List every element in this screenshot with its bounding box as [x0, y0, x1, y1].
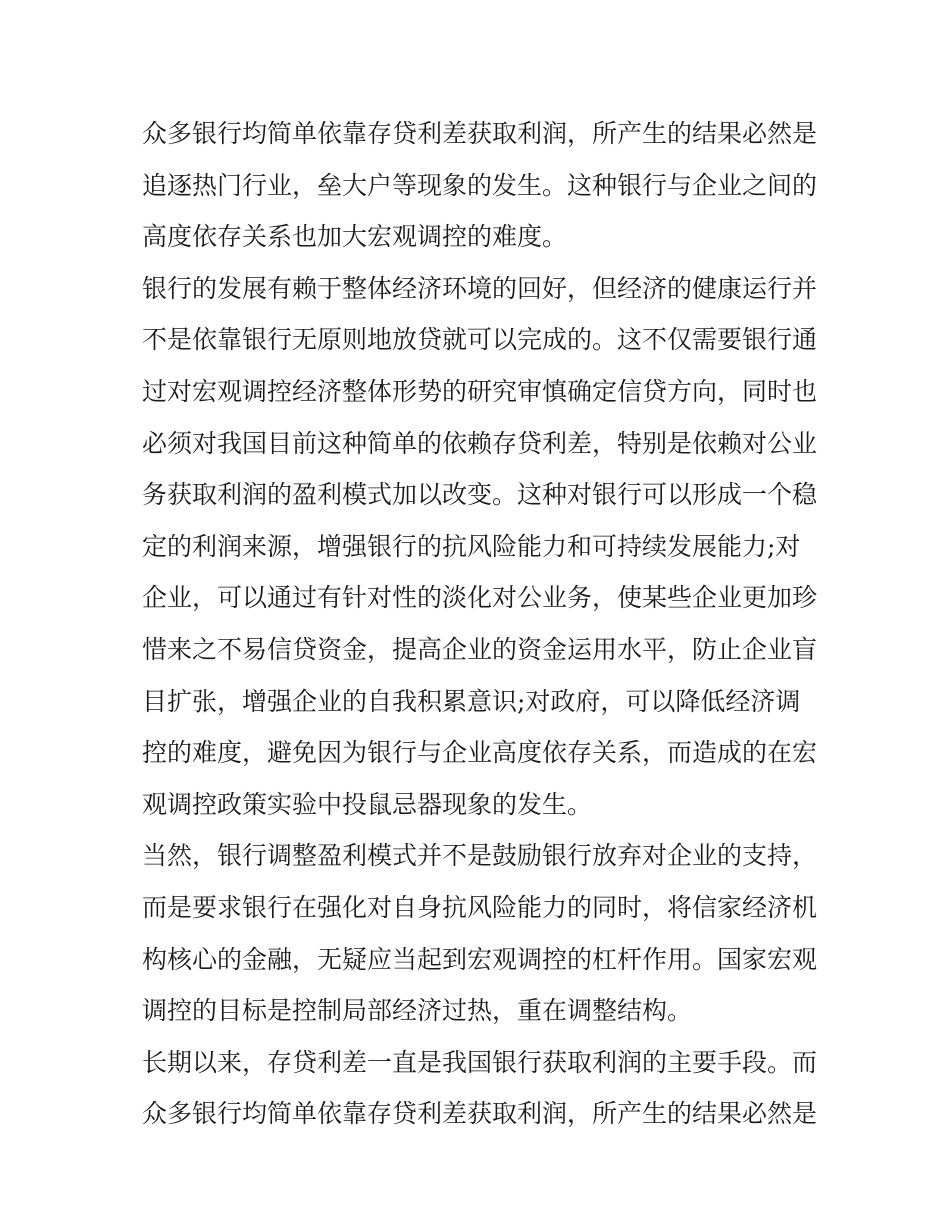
text-line: 调控的目标是控制局部经济过热，重在调整结构。: [142, 996, 693, 1026]
text-line: 构核心的金融，无疑应当起到宏观调控的杠杆作用。国家宏观: [142, 944, 818, 974]
text-line: 控的难度，避免因为银行与企业高度依存关系，而造成的在宏: [142, 738, 818, 768]
text-line: 目扩张，增强企业的自我积累意识;对政府，可以降低经济调: [142, 686, 801, 716]
text-line: 必须对我国目前这种简单的依赖存贷利差，特别是依赖对公业: [142, 428, 818, 458]
text-line: 众多银行均简单依靠存贷利差获取利润，所产生的结果必然是: [142, 1099, 818, 1129]
document-body: [142, 108, 822, 1140]
text-line: 惜来之不易信贷资金，提高企业的资金运用水平，防止企业盲: [142, 634, 818, 664]
text-line: 银行的发展有赖于整体经济环境的回好，但经济的健康运行并: [142, 273, 818, 303]
text-line: 追逐热门行业，垒大户等现象的发生。这种银行与企业之间的: [142, 170, 818, 200]
text-line: 过对宏观调控经济整体形势的研究审慎确定信贷方向，同时也: [142, 376, 818, 406]
text-line: 众多银行均简单依靠存贷利差获取利润，所产生的结果必然是: [142, 119, 818, 148]
text-line: 务获取利润的盈利模式加以改变。这种对银行可以形成一个稳: [142, 480, 818, 510]
text-line: 定的利润来源，增强银行的抗风险能力和可持续发展能力;对: [142, 531, 801, 561]
text-line: 当然，银行调整盈利模式并不是鼓励银行放弃对企业的支持，: [142, 841, 818, 871]
text-line: 观调控政策实验中投鼠忌器现象的发生。: [142, 789, 593, 819]
text-line: 高度依存关系也加大宏观调控的难度。: [142, 222, 568, 252]
text-line: 而是要求银行在强化对自身抗风险能力的同时，将信家经济机: [142, 892, 818, 922]
text-line: 企业，可以通过有针对性的淡化对公业务，使某些企业更加珍: [142, 583, 818, 613]
text-line: 不是依靠银行无原则地放贷就可以完成的。这不仅需要银行通: [142, 325, 818, 355]
text-line: 长期以来，存贷利差一直是我国银行获取利润的主要手段。而: [142, 1047, 818, 1077]
